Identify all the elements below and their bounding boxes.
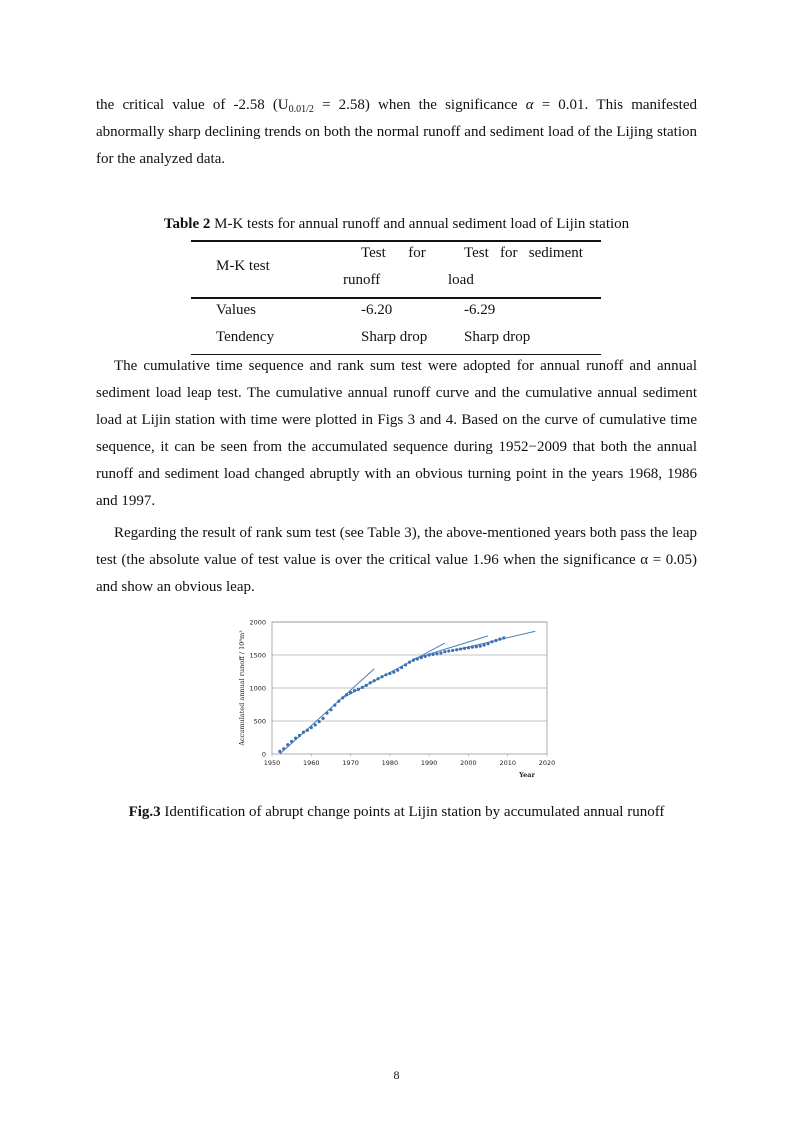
data-point xyxy=(278,750,281,753)
data-point xyxy=(424,655,427,658)
y-tick-label: 0 xyxy=(261,750,266,759)
data-point xyxy=(384,673,387,676)
table-row-label: Tendency xyxy=(216,329,275,345)
data-point xyxy=(475,645,478,648)
x-tick-label: 2010 xyxy=(499,759,516,767)
data-point xyxy=(467,646,470,649)
data-point xyxy=(357,688,360,691)
data-point xyxy=(486,642,489,645)
table-header-sediment-line1: Test for sediment xyxy=(464,245,583,261)
paragraph-rank-sum-test: Regarding the result of rank sum test (see Table 3), the above-mentioned years both pass the leap test (the absolute value of test value is over the critical value 1.96 when the significance α = 0.05) and show an obvious leap. xyxy=(96,525,697,595)
x-tick-label: 1980 xyxy=(381,759,399,767)
data-point xyxy=(333,704,336,707)
data-point xyxy=(321,717,324,720)
data-point xyxy=(298,734,301,737)
data-point xyxy=(290,740,293,743)
data-point xyxy=(365,684,368,687)
paragraph-critical-value: the critical value of -2.58 $(U_{0.01/2} = 2.58)$ when the significance α = 0.01. This manifested abnormally sharp declining trends on both the normal runoff and sediment load of the Lijing station for the analyzed data. xyxy=(96,97,698,167)
y-tick-label: 1000 xyxy=(249,684,266,693)
table-cell-runoff: Sharp drop xyxy=(361,329,428,345)
table-header-runoff-line2: runoff xyxy=(343,272,381,288)
data-point xyxy=(447,649,450,652)
data-point xyxy=(310,726,313,729)
accumulated-runoff-chart xyxy=(232,613,567,785)
trend-line xyxy=(280,669,374,754)
data-point xyxy=(361,686,364,689)
data-point xyxy=(479,644,482,647)
data-point xyxy=(420,656,423,659)
data-point xyxy=(380,675,383,678)
table-row-label: Values xyxy=(216,302,256,318)
data-point xyxy=(294,737,297,740)
data-point xyxy=(431,653,434,656)
table-top-rule xyxy=(191,240,601,242)
x-tick-label: 1970 xyxy=(342,759,359,767)
data-point xyxy=(455,648,458,651)
data-point xyxy=(443,650,446,653)
x-axis-label: Year xyxy=(519,771,535,779)
data-point xyxy=(325,711,328,714)
table-header-runoff-line1: Test for xyxy=(361,245,426,261)
table-header-mk-test: M-K test xyxy=(216,258,270,274)
data-point xyxy=(376,677,379,680)
data-point xyxy=(373,679,376,682)
table-header-rule xyxy=(191,297,601,299)
y-tick-label: 500 xyxy=(253,717,266,726)
data-point xyxy=(416,657,419,660)
data-point xyxy=(369,681,372,684)
x-tick-label: 1950 xyxy=(263,759,281,767)
x-tick-label: 1990 xyxy=(420,759,438,767)
y-axis-label: Accumulated annual runoff / 10⁸m³ xyxy=(238,630,246,746)
data-point xyxy=(318,720,321,723)
table-cell-sediment: Sharp drop xyxy=(464,329,531,345)
x-tick-label: 1960 xyxy=(303,759,320,767)
paragraph-cumulative-sequence: The cumulative time sequence and rank sum test were adopted for annual runoff and annual sediment load leap test. The cumulative annual runoff curve and the cumulative annual sediment load at Lijin station with time were plotted in Figs 3 and 4. Based on the curve of cumulative time sequence, it can be seen from the accumulated sequence during 1952−2009 that both the annual runoff and sediment load changed abruptly with an obvious turning point in the years 1968, 1986 and 1997. xyxy=(96,358,697,509)
data-point xyxy=(428,653,431,656)
data-point xyxy=(483,644,486,647)
data-point xyxy=(439,651,442,654)
data-point xyxy=(435,652,438,655)
data-point xyxy=(451,649,454,652)
data-point xyxy=(404,663,407,666)
data-point xyxy=(490,640,493,643)
data-point xyxy=(463,647,466,650)
data-point xyxy=(282,747,285,750)
table-caption: Table 2 M-K tests for annual runoff and annual sediment load of Lijin station xyxy=(163,216,630,232)
data-point xyxy=(353,689,356,692)
y-tick-label: 2000 xyxy=(249,618,266,627)
page-number: 8 xyxy=(393,1068,400,1082)
data-point xyxy=(388,672,391,675)
data-point xyxy=(341,696,344,699)
data-point xyxy=(392,671,395,674)
x-tick-label: 2020 xyxy=(538,759,556,767)
table-cell-sediment: -6.29 xyxy=(464,302,496,318)
table-header-sediment-line2: load xyxy=(448,272,474,288)
figure-caption: Fig.3 Identification of abrupt change points at Lijin station by accumulated annual runoff xyxy=(128,804,665,820)
data-point xyxy=(306,729,309,732)
data-point xyxy=(337,700,340,703)
data-point xyxy=(471,645,474,648)
y-tick-label: 1500 xyxy=(249,651,266,660)
data-point xyxy=(502,636,505,639)
x-tick-label: 2000 xyxy=(460,759,477,767)
table-cell-runoff: -6.20 xyxy=(361,302,393,318)
data-point xyxy=(314,723,317,726)
data-point xyxy=(459,647,462,650)
data-point xyxy=(494,639,497,642)
data-point xyxy=(412,659,415,662)
data-point xyxy=(400,666,403,669)
data-point xyxy=(302,731,305,734)
data-point xyxy=(498,638,501,641)
data-point xyxy=(286,743,289,746)
data-point xyxy=(396,669,399,672)
data-point xyxy=(329,708,332,711)
data-point xyxy=(345,693,348,696)
data-point xyxy=(408,661,411,664)
data-point xyxy=(349,691,352,694)
